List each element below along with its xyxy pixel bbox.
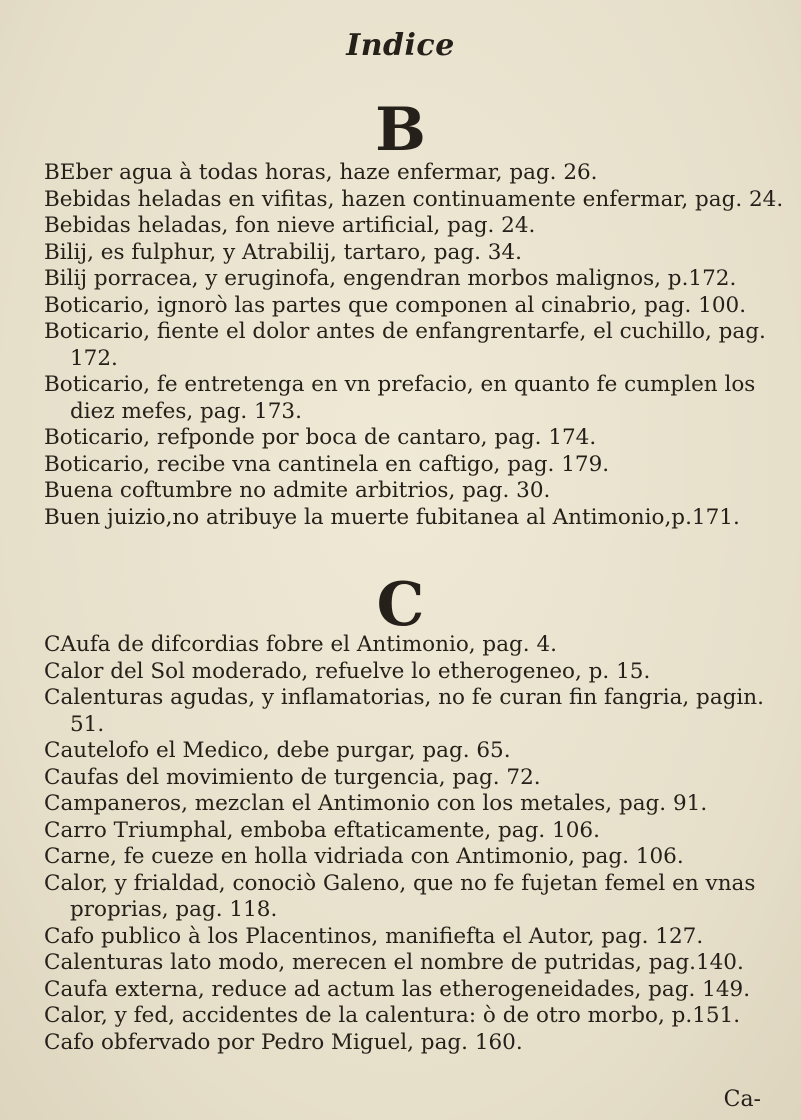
- index-entry: Carne, fe cueze en holla vidriada con Antimonio, pag. 106.: [44, 844, 684, 869]
- index-entry: Boticario, refponde por boca de cantaro, pag. 174.: [44, 425, 597, 450]
- index-entry: Caufas del movimiento de turgencia, pag. 72.: [44, 764, 541, 790]
- index-entry: Calenturas lato modo, merecen el nombre de putridas, pag.140.: [44, 950, 744, 975]
- section-letter-c: C: [376, 570, 425, 640]
- index-entry: Cafo obfervado por Pedro Miguel, pag. 160.: [44, 1029, 523, 1055]
- index-entry: Calor del Sol moderado, refuelve lo etherogeneo, p. 15.: [44, 658, 651, 684]
- page-header-title: Indice: [346, 28, 455, 63]
- index-entry: Boticario, recibe vna cantinela en caftigo, pag. 179.: [44, 451, 610, 477]
- index-entry: Buen juizio,no atribuye la muerte fubitanea al Antimonio,p.171.: [44, 504, 740, 530]
- index-entry: Bilij porracea, y eruginofa, engendran morbos malignos, p.172.: [44, 266, 737, 291]
- index-entry: Bebidas heladas en vifitas, hazen continuamente enfermar, pag. 24.: [44, 186, 784, 212]
- index-entry: Boticario, fiente el dolor antes de enfangrentarfe, el cuchillo, pag. 172.: [44, 319, 766, 371]
- index-entry: CAufa de difcordias fobre el Antimonio, pag. 4.: [44, 632, 557, 657]
- index-entry: Boticario, fe entretenga en vn prefacio, en quanto fe cumplen los diez mefes, pag. 173.: [44, 372, 756, 424]
- index-entry: Cautelofo el Medico, debe purgar, pag. 65.: [44, 738, 511, 763]
- index-entry: Bebidas heladas, fon nieve artificial, pag. 24.: [44, 213, 536, 238]
- catchword: Ca-: [723, 1087, 761, 1112]
- section-b-entries: [44, 160, 784, 531]
- index-entry: Cafo publico à los Placentinos, manifiefta el Autor, pag. 127.: [44, 923, 704, 949]
- index-entry: Boticario, ignorò las partes que componen al cinabrio, pag. 100.: [44, 292, 747, 318]
- index-entry: BEber agua à todas horas, haze enfermar, pag. 26.: [44, 160, 598, 185]
- index-entry: Calor, y frialdad, conociò Galeno, que no fe fujetan femel en vnas proprias, pag. 118.: [44, 870, 756, 922]
- index-entry: Calenturas agudas, y inflamatorias, no fe curan fin fangria, pagin. 51.: [44, 685, 764, 737]
- index-entry: Buena coftumbre no admite arbitrios, pag. 30.: [44, 478, 551, 503]
- section-letter-b: B: [375, 95, 426, 165]
- index-entry: Bilij, es fulphur, y Atrabilij, tartaro, pag. 34.: [44, 239, 522, 265]
- section-c-entries: [44, 632, 784, 1056]
- index-entry: Caufa externa, reduce ad actum las etherogeneidades, pag. 149.: [44, 976, 751, 1002]
- index-entry: Campaneros, mezclan el Antimonio con los metales, pag. 91.: [44, 791, 708, 816]
- index-entry: Calor, y fed, accidentes de la calentura: ò de otro morbo, p.151.: [44, 1003, 741, 1028]
- index-entry: Carro Triumphal, emboba eftaticamente, pag. 106.: [44, 817, 600, 843]
